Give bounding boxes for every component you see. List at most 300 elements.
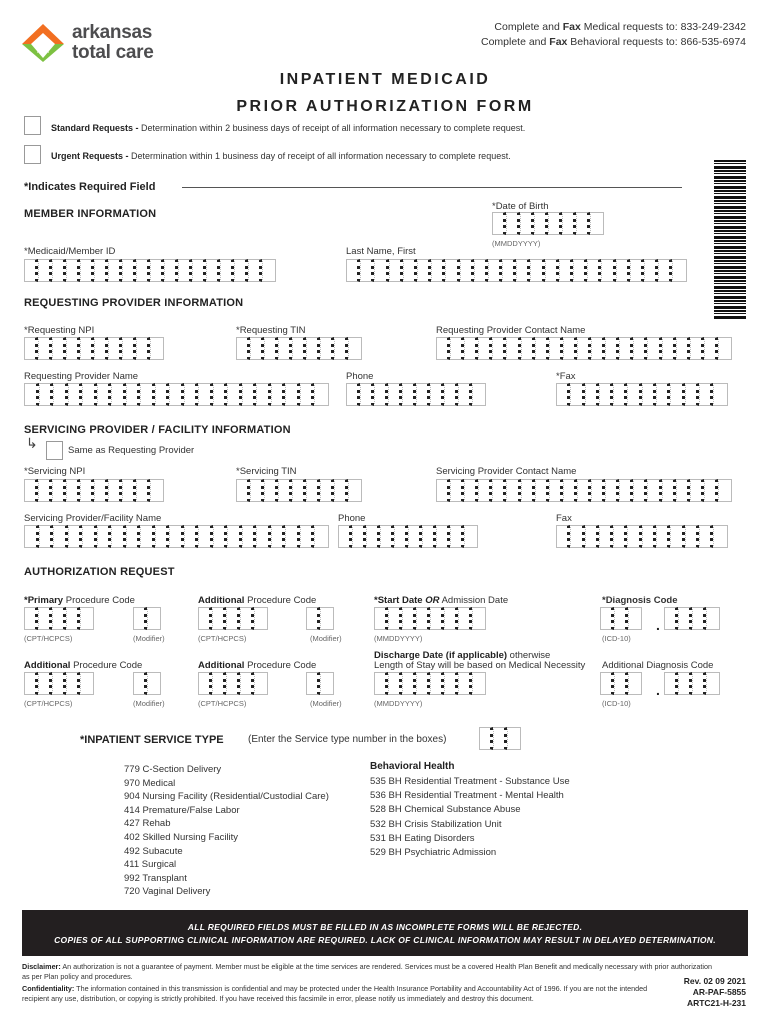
char-box[interactable]: [576, 212, 590, 235]
char-box[interactable]: [306, 672, 320, 695]
char-box[interactable]: [380, 525, 394, 548]
char-box[interactable]: [472, 383, 486, 406]
char-box[interactable]: [234, 259, 248, 282]
char-box[interactable]: [24, 337, 38, 360]
char-box[interactable]: [278, 337, 292, 360]
char-box[interactable]: [140, 525, 155, 548]
servicing-npi-input[interactable]: [24, 479, 164, 502]
char-box[interactable]: [133, 607, 147, 630]
char-box[interactable]: [82, 383, 97, 406]
char-box[interactable]: [271, 525, 286, 548]
char-box[interactable]: [591, 479, 605, 502]
char-box[interactable]: [300, 383, 315, 406]
char-box[interactable]: [678, 607, 692, 630]
char-box[interactable]: [492, 337, 506, 360]
char-box[interactable]: [444, 607, 458, 630]
char-box[interactable]: [38, 672, 52, 695]
char-box[interactable]: [570, 525, 584, 548]
char-box[interactable]: [444, 383, 458, 406]
char-box[interactable]: [535, 337, 549, 360]
servicing-contact-input[interactable]: [436, 479, 732, 502]
char-box[interactable]: [713, 383, 727, 406]
char-box[interactable]: [662, 479, 676, 502]
char-box[interactable]: [577, 337, 591, 360]
additional-procedure-input-2[interactable]: [24, 672, 94, 695]
requesting-phone-input[interactable]: [346, 383, 486, 406]
char-box[interactable]: [150, 337, 164, 360]
char-box[interactable]: [212, 607, 226, 630]
char-box[interactable]: [685, 383, 699, 406]
char-box[interactable]: [38, 479, 52, 502]
char-box[interactable]: [591, 337, 605, 360]
char-box[interactable]: [264, 337, 278, 360]
char-box[interactable]: [431, 259, 445, 282]
char-box[interactable]: [506, 479, 520, 502]
char-box[interactable]: [66, 672, 80, 695]
char-box[interactable]: [402, 672, 416, 695]
char-box[interactable]: [690, 337, 704, 360]
char-box[interactable]: [236, 479, 250, 502]
char-box[interactable]: [240, 607, 254, 630]
char-box[interactable]: [613, 383, 627, 406]
char-box[interactable]: [38, 607, 52, 630]
char-box[interactable]: [548, 212, 562, 235]
char-box[interactable]: [605, 479, 619, 502]
char-box[interactable]: [506, 212, 520, 235]
char-box[interactable]: [479, 727, 493, 750]
standard-request-checkbox[interactable]: [24, 116, 41, 135]
char-box[interactable]: [450, 479, 464, 502]
char-box[interactable]: [614, 672, 628, 695]
char-box[interactable]: [300, 525, 315, 548]
char-box[interactable]: [676, 479, 690, 502]
servicing-tin-input[interactable]: [236, 479, 362, 502]
char-box[interactable]: [662, 337, 676, 360]
char-box[interactable]: [647, 479, 661, 502]
char-box[interactable]: [506, 337, 520, 360]
char-box[interactable]: [690, 479, 704, 502]
member-id-input[interactable]: [24, 259, 276, 282]
char-box[interactable]: [585, 383, 599, 406]
char-box[interactable]: [80, 672, 94, 695]
char-box[interactable]: [111, 383, 126, 406]
char-box[interactable]: [530, 259, 544, 282]
additional-diagnosis-input-a[interactable]: [600, 672, 642, 695]
char-box[interactable]: [314, 383, 329, 406]
char-box[interactable]: [164, 259, 178, 282]
diagnosis-code-input-b[interactable]: [664, 607, 720, 630]
char-box[interactable]: [254, 672, 268, 695]
char-box[interactable]: [706, 672, 720, 695]
char-box[interactable]: [672, 259, 686, 282]
char-box[interactable]: [570, 383, 584, 406]
char-box[interactable]: [53, 525, 68, 548]
char-box[interactable]: [250, 479, 264, 502]
char-box[interactable]: [394, 525, 408, 548]
char-box[interactable]: [66, 607, 80, 630]
char-box[interactable]: [644, 259, 658, 282]
char-box[interactable]: [692, 607, 706, 630]
requesting-tin-input[interactable]: [236, 337, 362, 360]
char-box[interactable]: [493, 727, 507, 750]
char-box[interactable]: [472, 607, 486, 630]
char-box[interactable]: [450, 337, 464, 360]
char-box[interactable]: [52, 672, 66, 695]
char-box[interactable]: [422, 525, 436, 548]
char-box[interactable]: [184, 383, 199, 406]
char-box[interactable]: [458, 672, 472, 695]
char-box[interactable]: [108, 259, 122, 282]
char-box[interactable]: [647, 337, 661, 360]
char-box[interactable]: [80, 337, 94, 360]
char-box[interactable]: [226, 672, 240, 695]
char-box[interactable]: [374, 607, 388, 630]
char-box[interactable]: [562, 212, 576, 235]
char-box[interactable]: [94, 337, 108, 360]
char-box[interactable]: [242, 525, 257, 548]
char-box[interactable]: [374, 259, 388, 282]
char-box[interactable]: [507, 727, 521, 750]
char-box[interactable]: [136, 479, 150, 502]
char-box[interactable]: [68, 525, 83, 548]
additional-procedure-input-3[interactable]: [198, 672, 268, 695]
char-box[interactable]: [402, 383, 416, 406]
char-box[interactable]: [97, 383, 112, 406]
char-box[interactable]: [122, 259, 136, 282]
char-box[interactable]: [464, 479, 478, 502]
char-box[interactable]: [676, 337, 690, 360]
char-box[interactable]: [150, 259, 164, 282]
primary-procedure-input[interactable]: [24, 607, 94, 630]
char-box[interactable]: [436, 525, 450, 548]
char-box[interactable]: [240, 672, 254, 695]
char-box[interactable]: [678, 672, 692, 695]
char-box[interactable]: [633, 337, 647, 360]
char-box[interactable]: [133, 672, 147, 695]
char-box[interactable]: [464, 337, 478, 360]
char-box[interactable]: [38, 337, 52, 360]
char-box[interactable]: [206, 259, 220, 282]
char-box[interactable]: [254, 607, 268, 630]
char-box[interactable]: [664, 607, 678, 630]
char-box[interactable]: [374, 383, 388, 406]
char-box[interactable]: [478, 337, 492, 360]
char-box[interactable]: [24, 259, 38, 282]
char-box[interactable]: [521, 479, 535, 502]
char-box[interactable]: [198, 525, 213, 548]
char-box[interactable]: [545, 259, 559, 282]
char-box[interactable]: [556, 525, 570, 548]
char-box[interactable]: [430, 383, 444, 406]
char-box[interactable]: [549, 337, 563, 360]
char-box[interactable]: [627, 525, 641, 548]
char-box[interactable]: [534, 212, 548, 235]
char-box[interactable]: [474, 259, 488, 282]
char-box[interactable]: [718, 337, 732, 360]
char-box[interactable]: [605, 337, 619, 360]
char-box[interactable]: [155, 383, 170, 406]
char-box[interactable]: [147, 607, 161, 630]
char-box[interactable]: [549, 479, 563, 502]
char-box[interactable]: [80, 479, 94, 502]
char-box[interactable]: [374, 672, 388, 695]
char-box[interactable]: [436, 479, 450, 502]
char-box[interactable]: [236, 337, 250, 360]
char-box[interactable]: [488, 259, 502, 282]
char-box[interactable]: [458, 383, 472, 406]
char-box[interactable]: [670, 383, 684, 406]
char-box[interactable]: [66, 259, 80, 282]
char-box[interactable]: [388, 383, 402, 406]
char-box[interactable]: [445, 259, 459, 282]
dob-input[interactable]: [492, 212, 604, 235]
char-box[interactable]: [212, 672, 226, 695]
char-box[interactable]: [436, 337, 450, 360]
char-box[interactable]: [52, 607, 66, 630]
char-box[interactable]: [346, 383, 360, 406]
char-box[interactable]: [53, 383, 68, 406]
char-box[interactable]: [416, 607, 430, 630]
char-box[interactable]: [292, 337, 306, 360]
char-box[interactable]: [39, 525, 54, 548]
char-box[interactable]: [521, 337, 535, 360]
char-box[interactable]: [213, 525, 228, 548]
char-box[interactable]: [24, 479, 38, 502]
char-box[interactable]: [198, 607, 212, 630]
char-box[interactable]: [630, 259, 644, 282]
char-box[interactable]: [642, 383, 656, 406]
char-box[interactable]: [402, 607, 416, 630]
char-box[interactable]: [136, 259, 150, 282]
char-box[interactable]: [122, 337, 136, 360]
char-box[interactable]: [178, 259, 192, 282]
additional-modifier-input-1[interactable]: [306, 607, 334, 630]
char-box[interactable]: [627, 383, 641, 406]
char-box[interactable]: [464, 525, 478, 548]
char-box[interactable]: [416, 672, 430, 695]
char-box[interactable]: [388, 672, 402, 695]
char-box[interactable]: [601, 259, 615, 282]
char-box[interactable]: [590, 212, 604, 235]
char-box[interactable]: [108, 337, 122, 360]
char-box[interactable]: [360, 383, 374, 406]
char-box[interactable]: [614, 607, 628, 630]
char-box[interactable]: [430, 607, 444, 630]
char-box[interactable]: [24, 525, 39, 548]
char-box[interactable]: [338, 525, 352, 548]
char-box[interactable]: [360, 259, 374, 282]
char-box[interactable]: [52, 259, 66, 282]
char-box[interactable]: [599, 525, 613, 548]
requesting-contact-input[interactable]: [436, 337, 732, 360]
char-box[interactable]: [198, 672, 212, 695]
char-box[interactable]: [262, 259, 276, 282]
char-box[interactable]: [213, 383, 228, 406]
char-box[interactable]: [656, 383, 670, 406]
char-box[interactable]: [306, 337, 320, 360]
discharge-date-input[interactable]: [374, 672, 486, 695]
char-box[interactable]: [656, 525, 670, 548]
char-box[interactable]: [198, 383, 213, 406]
char-box[interactable]: [184, 525, 199, 548]
char-box[interactable]: [388, 607, 402, 630]
char-box[interactable]: [492, 212, 506, 235]
char-box[interactable]: [227, 383, 242, 406]
servicing-phone-input[interactable]: [338, 525, 478, 548]
char-box[interactable]: [520, 212, 534, 235]
char-box[interactable]: [389, 259, 403, 282]
char-box[interactable]: [250, 337, 264, 360]
additional-modifier-input-3[interactable]: [306, 672, 334, 695]
char-box[interactable]: [192, 259, 206, 282]
char-box[interactable]: [619, 479, 633, 502]
additional-modifier-input-2[interactable]: [133, 672, 161, 695]
char-box[interactable]: [226, 607, 240, 630]
char-box[interactable]: [24, 383, 39, 406]
char-box[interactable]: [685, 525, 699, 548]
char-box[interactable]: [52, 479, 66, 502]
char-box[interactable]: [348, 479, 362, 502]
char-box[interactable]: [169, 525, 184, 548]
char-box[interactable]: [150, 479, 164, 502]
char-box[interactable]: [502, 259, 516, 282]
char-box[interactable]: [628, 607, 642, 630]
char-box[interactable]: [450, 525, 464, 548]
char-box[interactable]: [334, 337, 348, 360]
char-box[interactable]: [658, 259, 672, 282]
char-box[interactable]: [108, 479, 122, 502]
char-box[interactable]: [248, 259, 262, 282]
char-box[interactable]: [563, 337, 577, 360]
char-box[interactable]: [285, 383, 300, 406]
char-box[interactable]: [292, 479, 306, 502]
char-box[interactable]: [24, 672, 38, 695]
char-box[interactable]: [472, 672, 486, 695]
member-name-input[interactable]: [346, 259, 687, 282]
char-box[interactable]: [600, 672, 614, 695]
char-box[interactable]: [271, 383, 286, 406]
char-box[interactable]: [94, 259, 108, 282]
char-box[interactable]: [704, 479, 718, 502]
char-box[interactable]: [94, 479, 108, 502]
char-box[interactable]: [600, 607, 614, 630]
additional-diagnosis-input-b[interactable]: [664, 672, 720, 695]
char-box[interactable]: [38, 259, 52, 282]
char-box[interactable]: [264, 479, 278, 502]
char-box[interactable]: [242, 383, 257, 406]
char-box[interactable]: [320, 337, 334, 360]
char-box[interactable]: [278, 479, 292, 502]
char-box[interactable]: [458, 607, 472, 630]
primary-modifier-input[interactable]: [133, 607, 161, 630]
char-box[interactable]: [52, 337, 66, 360]
char-box[interactable]: [416, 383, 430, 406]
char-box[interactable]: [599, 383, 613, 406]
char-box[interactable]: [704, 337, 718, 360]
char-box[interactable]: [670, 525, 684, 548]
char-box[interactable]: [80, 607, 94, 630]
char-box[interactable]: [39, 383, 54, 406]
char-box[interactable]: [352, 525, 366, 548]
char-box[interactable]: [147, 672, 161, 695]
diagnosis-code-input-a[interactable]: [600, 607, 642, 630]
char-box[interactable]: [285, 525, 300, 548]
char-box[interactable]: [577, 479, 591, 502]
char-box[interactable]: [366, 525, 380, 548]
start-date-input[interactable]: [374, 607, 486, 630]
char-box[interactable]: [585, 525, 599, 548]
char-box[interactable]: [140, 383, 155, 406]
char-box[interactable]: [408, 525, 422, 548]
char-box[interactable]: [664, 672, 678, 695]
char-box[interactable]: [256, 383, 271, 406]
char-box[interactable]: [444, 672, 458, 695]
char-box[interactable]: [616, 259, 630, 282]
char-box[interactable]: [718, 479, 732, 502]
char-box[interactable]: [306, 607, 320, 630]
char-box[interactable]: [68, 383, 83, 406]
service-type-input[interactable]: [479, 727, 521, 750]
char-box[interactable]: [320, 607, 334, 630]
char-box[interactable]: [136, 337, 150, 360]
char-box[interactable]: [334, 479, 348, 502]
char-box[interactable]: [556, 383, 570, 406]
char-box[interactable]: [346, 259, 360, 282]
char-box[interactable]: [692, 672, 706, 695]
char-box[interactable]: [613, 525, 627, 548]
char-box[interactable]: [80, 259, 94, 282]
char-box[interactable]: [699, 383, 713, 406]
char-box[interactable]: [314, 525, 329, 548]
char-box[interactable]: [24, 607, 38, 630]
servicing-fax-input[interactable]: [556, 525, 728, 548]
char-box[interactable]: [628, 672, 642, 695]
char-box[interactable]: [66, 337, 80, 360]
requesting-name-input[interactable]: [24, 383, 329, 406]
requesting-npi-input[interactable]: [24, 337, 164, 360]
char-box[interactable]: [706, 607, 720, 630]
char-box[interactable]: [348, 337, 362, 360]
char-box[interactable]: [563, 479, 577, 502]
char-box[interactable]: [111, 525, 126, 548]
char-box[interactable]: [256, 525, 271, 548]
char-box[interactable]: [220, 259, 234, 282]
char-box[interactable]: [559, 259, 573, 282]
additional-procedure-input-1[interactable]: [198, 607, 268, 630]
char-box[interactable]: [227, 525, 242, 548]
char-box[interactable]: [492, 479, 506, 502]
char-box[interactable]: [430, 672, 444, 695]
char-box[interactable]: [126, 383, 141, 406]
char-box[interactable]: [403, 259, 417, 282]
char-box[interactable]: [460, 259, 474, 282]
char-box[interactable]: [122, 479, 136, 502]
char-box[interactable]: [320, 479, 334, 502]
requesting-fax-input[interactable]: [556, 383, 728, 406]
char-box[interactable]: [82, 525, 97, 548]
char-box[interactable]: [320, 672, 334, 695]
char-box[interactable]: [516, 259, 530, 282]
char-box[interactable]: [535, 479, 549, 502]
char-box[interactable]: [713, 525, 727, 548]
char-box[interactable]: [478, 479, 492, 502]
char-box[interactable]: [169, 383, 184, 406]
char-box[interactable]: [126, 525, 141, 548]
servicing-name-input[interactable]: [24, 525, 329, 548]
char-box[interactable]: [699, 525, 713, 548]
char-box[interactable]: [155, 525, 170, 548]
char-box[interactable]: [642, 525, 656, 548]
